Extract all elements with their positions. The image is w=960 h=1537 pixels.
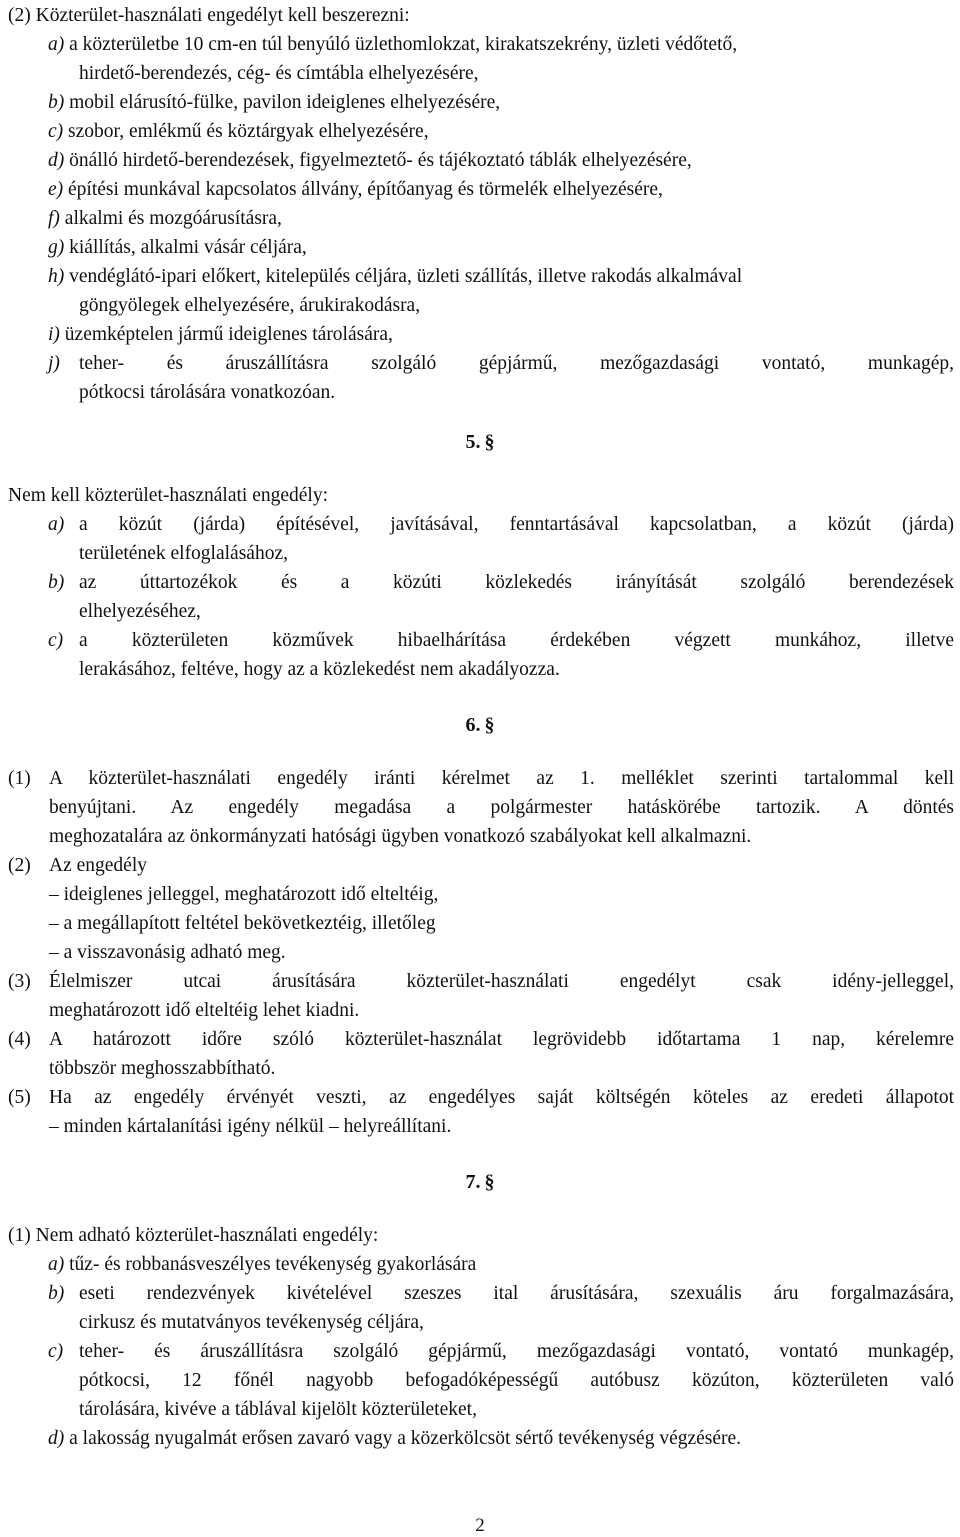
- s4-item-b-text: mobil elárusító-fülke, pavilon ideiglenes elhelyezésére,: [69, 92, 501, 113]
- s4-item-f-label: f): [48, 208, 60, 229]
- s6-p4-line2: többször meghosszabbítható.: [49, 1058, 276, 1079]
- s7-item-b-cont: cirkusz és mutatványos tevékenység céljára,: [79, 1312, 424, 1333]
- s4-item-h-label: h): [48, 266, 65, 287]
- s4-item-j: [48, 352, 954, 376]
- s4-intro: (2) Közterület-használati engedélyt kell beszerezni:: [8, 5, 410, 26]
- s7-item-a-label: a): [48, 1254, 65, 1275]
- s5-intro: Nem kell közterület-használati engedély:: [8, 485, 328, 506]
- s6-p4: [8, 1028, 954, 1052]
- s4-item-i: [48, 323, 393, 347]
- s4-item-j-text: teher- és áruszállításra szolgáló gépjármű, mezőgazdasági vontató, munkagép,: [79, 353, 954, 374]
- s5-item-c: [48, 629, 954, 653]
- s5-item-b-text: az úttartozékok és a közúti közlekedés irányítását szolgáló berendezések: [79, 572, 954, 593]
- s6-p5-line1: Ha az engedély érvényét veszti, az engedélyes saját költségén köteles az eredeti állapotot: [49, 1087, 954, 1108]
- s4-item-h: [48, 265, 742, 289]
- page-number: 2: [475, 1515, 485, 1536]
- s4-item-g: [48, 236, 307, 260]
- s5-item-c-cont: lerakásához, feltéve, hogy az a közlekedést nem akadályozza.: [79, 659, 560, 680]
- s4-item-d-text: önálló hirdető-berendezések, figyelmeztető- és tájékoztató táblák elhelyezésére,: [69, 150, 692, 171]
- s4-item-a-label: a): [48, 34, 65, 55]
- s7-item-c-text: teher- és áruszállításra szolgáló gépjármű, mezőgazdasági vontató, vontató munkagép,: [79, 1341, 954, 1362]
- s6-p2-line1: Az engedély: [49, 855, 147, 876]
- s5-item-b-cont: elhelyezéséhez,: [79, 601, 201, 622]
- s6-p5: [8, 1086, 954, 1110]
- s6-p1-line3: meghozatalára az önkormányzati hatósági ügyben vonatkozó szabályokat kell alkalmazni.: [49, 826, 752, 847]
- s5-item-a-label: a): [48, 514, 65, 535]
- s6-p3-num: (3): [8, 971, 31, 992]
- section-7-number: 7.: [465, 1171, 481, 1193]
- s6-p4-line1: A határozott időre szóló közterület-használat legrövidebb időtartama 1 nap, kérelemre: [49, 1029, 954, 1050]
- s4-item-j-label: j): [48, 353, 60, 374]
- s4-item-e-label: e): [48, 179, 64, 200]
- s5-item-b-label: b): [48, 572, 65, 593]
- section-6-heading: [0, 713, 960, 737]
- s6-p2-num: (2): [8, 855, 31, 876]
- s4-item-a-cont: hirdető-berendezés, cég- és címtábla elhelyezésére,: [79, 63, 479, 84]
- s4-item-b-label: b): [48, 92, 65, 113]
- s4-item-h-cont: göngyölegek elhelyezésére, árukirakodásra,: [79, 295, 421, 316]
- s4-item-c: [48, 120, 429, 144]
- s4-item-j-cont: pótkocsi tárolására vonatkozóan.: [79, 382, 336, 403]
- s7-item-c: [48, 1340, 954, 1364]
- section-sign: §: [484, 1171, 495, 1193]
- s4-item-c-label: c): [48, 121, 64, 142]
- s4-item-g-text: kiállítás, alkalmi vásár céljára,: [69, 237, 307, 258]
- s5-item-a-text: a közút (járda) építésével, javításával, fenntartásával kapcsolatban, a közút (járda): [79, 514, 954, 535]
- s4-item-b: [48, 91, 500, 115]
- s4-item-a-text: a közterületbe 10 cm-en túl benyúló üzlethomlokzat, kirakatszekrény, üzleti védőtető,: [69, 34, 738, 55]
- s7-item-b-label: b): [48, 1283, 65, 1304]
- s6-p3-line1: Élelmiszer utcai árusítására közterület-használati engedélyt csak idény-jelleggel,: [49, 971, 954, 992]
- s6-p1: [8, 767, 954, 791]
- s5-item-a-cont: területének elfoglalásához,: [79, 543, 288, 564]
- s5-item-c-text: a közterületen közművek hibaelhárítása érdekében végzett munkához, illetve: [79, 630, 954, 651]
- s4-item-c-text: szobor, emlékmű és köztárgyak elhelyezésére,: [68, 121, 429, 142]
- s6-p2-dash2: – a megállapított feltétel bekövetkeztéig, illetőleg: [49, 913, 436, 934]
- s4-item-i-label: i): [48, 324, 60, 345]
- s7-item-c-cont1: pótkocsi, 12 főnél nagyobb befogadóképességű autóbusz közúton, közterületen való: [79, 1370, 954, 1391]
- s6-p5-num: (5): [8, 1087, 31, 1108]
- section-5-number: 5.: [465, 431, 481, 453]
- s7-item-a: [48, 1253, 476, 1277]
- s5-item-b: [48, 571, 954, 595]
- s7-item-d-label: d): [48, 1428, 65, 1449]
- s7-item-c-label: c): [48, 1341, 64, 1362]
- s6-p1-num: (1): [8, 768, 31, 789]
- section-sign: §: [484, 431, 495, 453]
- s6-p1-line2: benyújtani. Az engedély megadása a polgármester hatáskörébe tartozik. A döntés: [49, 797, 954, 818]
- s6-p2: [8, 854, 147, 878]
- s7-item-c-cont2: tárolására, kivéve a táblával kijelölt közterületeket,: [79, 1399, 477, 1420]
- s7-intro: (1) Nem adható közterület-használati engedély:: [8, 1225, 379, 1246]
- s5-item-a: [48, 513, 954, 537]
- section-sign: §: [484, 714, 495, 736]
- s6-p4-num: (4): [8, 1029, 31, 1050]
- s4-item-g-label: g): [48, 237, 65, 258]
- s6-p5-line2: – minden kártalanítási igény nélkül – helyreállítani.: [49, 1116, 452, 1137]
- s7-item-d-text: a lakosság nyugalmát erősen zavaró vagy a közerkölcsöt sértő tevékenység végzésére.: [69, 1428, 742, 1449]
- s4-item-a: [48, 33, 952, 57]
- s4-item-e: [48, 178, 663, 202]
- section-6-number: 6.: [465, 714, 481, 736]
- s4-item-h-text: vendéglátó-ipari előkert, kitelepülés céljára, üzleti szállítás, illetve rakodás alkalmával: [69, 266, 743, 287]
- s5-item-c-label: c): [48, 630, 64, 651]
- s6-p3: [8, 970, 954, 994]
- s6-p2-dash3: – a visszavonásig adható meg.: [49, 942, 286, 963]
- s7-item-a-text: tűz- és robbanásveszélyes tevékenység gyakorlására: [69, 1254, 477, 1275]
- s4-item-f-text: alkalmi és mozgóárusításra,: [64, 208, 282, 229]
- section-7-heading: [0, 1170, 960, 1194]
- s4-item-i-text: üzemképtelen jármű ideiglenes tárolására,: [64, 324, 393, 345]
- s4-item-f: [48, 207, 282, 231]
- s7-item-b-text: eseti rendezvények kivételével szeszes ital árusítására, szexuális áru forgalmazására,: [79, 1283, 954, 1304]
- s4-item-e-text: építési munkával kapcsolatos állvány, építőanyag és törmelék elhelyezésére,: [68, 179, 663, 200]
- s6-p1-line1: A közterület-használati engedély iránti kérelmet az 1. melléklet szerinti tartalommal kell: [49, 768, 954, 789]
- s6-p2-dash1: – ideiglenes jelleggel, meghatározott idő elteltéig,: [49, 884, 439, 905]
- s7-item-d: [48, 1427, 741, 1451]
- s4-item-d-label: d): [48, 150, 65, 171]
- s7-item-b: [48, 1282, 954, 1306]
- s6-p3-line2: meghatározott idő elteltéig lehet kiadni.: [49, 1000, 360, 1021]
- s4-item-d: [48, 149, 692, 173]
- section-5-heading: [0, 430, 960, 454]
